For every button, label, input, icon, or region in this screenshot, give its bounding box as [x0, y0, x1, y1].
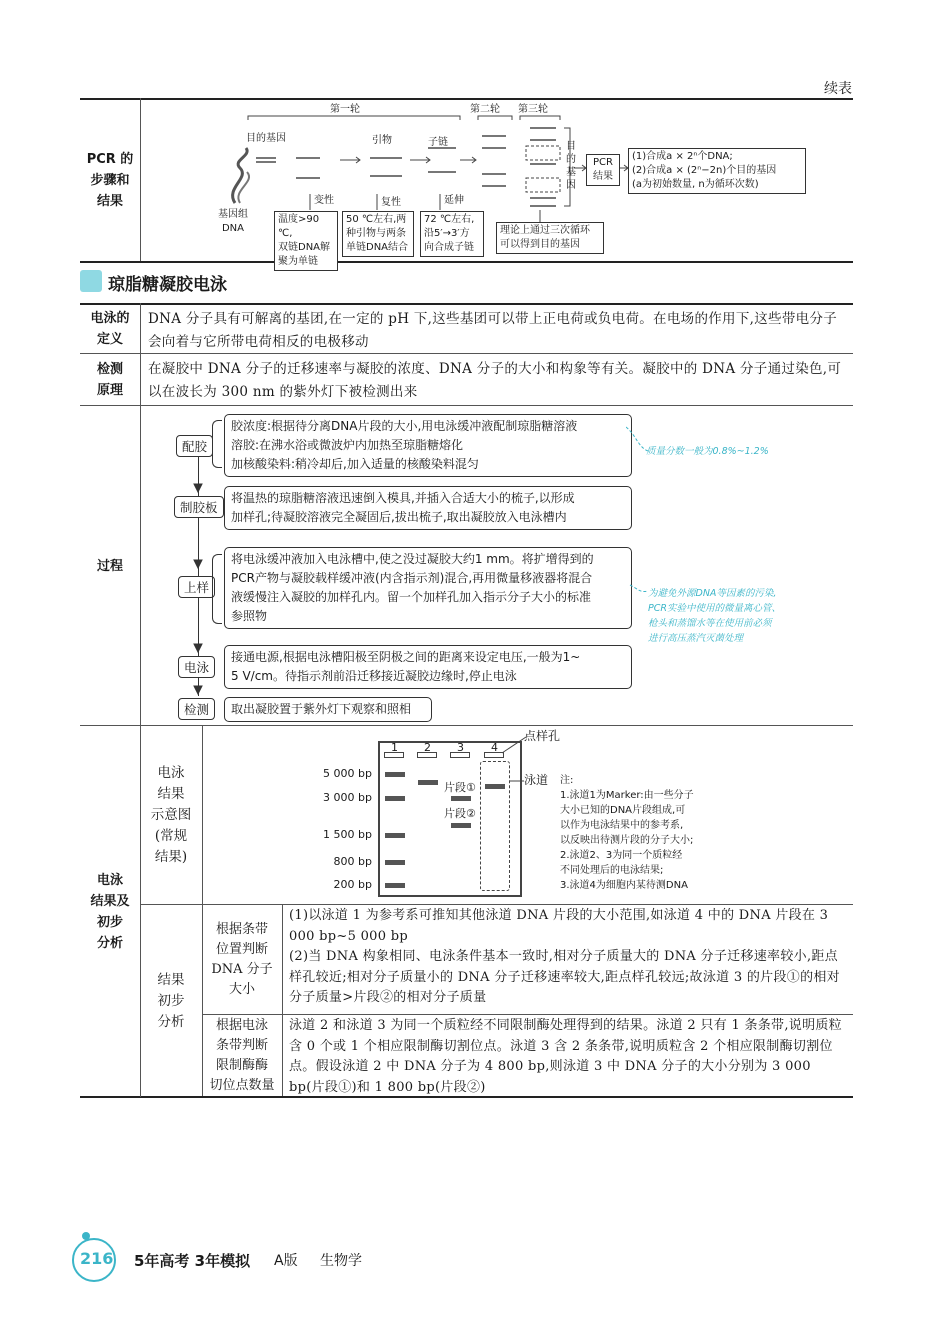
section2-title: 琼脂糖凝胶电泳 [108, 275, 227, 295]
results-sub-divider [140, 904, 853, 905]
marker-1500: 1 500 bp [323, 828, 372, 841]
sub2-label: 根据电泳 条带判断 限制酶酶 切位点数量 [209, 1018, 275, 1093]
band-lane1-200 [385, 883, 405, 888]
marker-5000: 5 000 bp [323, 767, 372, 780]
extend-box: 72 ℃左右, 沿5′→3′方 向合成子链 [420, 211, 484, 257]
analysis-label: 结果 初步 分析 [157, 971, 185, 1030]
anneal-box: 50 ℃左右,两 种引物与两条 单链DNA结合 [342, 211, 414, 257]
band-lane1-1500 [385, 833, 405, 838]
fragment1-label: 片段① [444, 781, 476, 794]
step-dianyong: 电泳 [178, 656, 215, 678]
diagram-label: 电泳 结果 示意图 (常规 结果) [150, 765, 192, 865]
theory-box: 理论上通过三次循环 可以得到目的基因 [496, 222, 604, 254]
marker-800: 800 bp [333, 855, 372, 868]
fragment2-label: 片段② [444, 807, 476, 820]
round1-label: 第一轮 [330, 104, 360, 115]
step-shangyang: 上样 [178, 576, 215, 598]
target-vertical-label: 目 的 基 因 [566, 141, 576, 191]
step-denature-label: 变性 [314, 195, 334, 206]
step-zhijiaoban-box: 将温热的琼脂糖溶液迅速倒入模具,并插入合适大小的梳子,以形成 加样孔;待凝胶溶液完全凝固后,拔出梳子,取出凝胶放入电泳槽内 [224, 486, 632, 530]
pcr-row-label: PCR 的 步骤和 结果 [86, 151, 134, 209]
definition-text: DNA 分子具有可解离的基团,在一定的 pH 下,这些基团可以带上正电荷或负电荷。在电场的作用下,这些带电分子会向着与它所带电荷相反的电极移动 [148, 311, 838, 350]
step-extend-label: 延伸 [444, 195, 464, 206]
row-divider-3 [80, 725, 853, 726]
page-dot [82, 1232, 90, 1240]
analysis-col-divider [282, 904, 283, 1096]
gel-notes: 注: 1.泳道1为Marker:由一些分子 大小已知的DNA片段组成,可 以作为电泳结果中的参考系, 以反映出待测片段的分子大小; 2.泳道2、3为同一个质粒经 不同处理后的电泳结果; 3.泳道4为细胞内某待测DNA [560, 775, 694, 891]
band-lane4 [485, 784, 505, 789]
edition: A版 [274, 1253, 298, 1269]
marker-200: 200 bp [333, 878, 372, 891]
analysis-row-divider [202, 1014, 853, 1015]
band-lane3-frag2 [451, 823, 471, 828]
page-number: 216 [80, 1249, 114, 1268]
note-contamination: 为避免外源DNA等因素的污染, PCR实验中使用的微量离心管、 枪头和蒸馏水等在使用前必须 进行高压蒸汽灭菌处理 [648, 588, 781, 644]
round2-label: 第二轮 [470, 104, 500, 115]
lane-number-1: 1 [391, 741, 398, 754]
process-label: 过程 [96, 558, 123, 574]
note-concentration: 质量分数一般为0.8%~1.2% [646, 446, 769, 457]
step-zhijiaoban: 制胶板 [174, 496, 224, 518]
sub2-text: 泳道 2 和泳道 3 为同一个质粒经不同限制酶处理得到的结果。泳道 2 只有 1 条条带,说明质粒含 0 个或 1 个相应限制酶切割位点。泳道 3 含 2 条条带,说明质粒含 2 个相应限制酶切割位点。假设泳道 2 中 DNA 分子为 4 800 bp,则泳道 3 中 DNA 分子的大小分别为 3 000 bp(片段①)和 1 800 bp(片段②) [289, 1018, 842, 1095]
sample-well-label: 点样孔 [524, 729, 561, 743]
band-lane2 [418, 780, 438, 785]
step-jiance-box: 取出凝胶置于紫外灯下观察和照相 [224, 697, 432, 722]
step-shangyang-box: 将电泳缓冲液加入电泳槽中,使之没过凝胶大约1 mm。将扩增得到的 PCR产物与凝胶载样缓冲液(内含指示剂)混合,再用微量移液器将混合 液缓慢注入凝胶的加样孔内。留一个加样孔加入指示分子大小的标准 参照物 [224, 547, 632, 629]
book-title: 5年高考 3年模拟 [134, 1252, 251, 1270]
step-peijiao-box: 胶浓度:根据待分离DNA片段的大小,用电泳缓冲液配制琼脂糖溶液 溶胶:在沸水浴或微波炉内加热至琼脂糖熔化 加核酸染料:稍冷却后,加入适量的核酸染料混匀 [224, 414, 632, 477]
denature-box: 温度>90 ℃, 双链DNA解 聚为单链 [274, 211, 338, 271]
lane-label: 泳道 [524, 773, 549, 787]
continued-label: 续表 [824, 81, 852, 97]
lane-pointer [508, 777, 528, 787]
result-text-box: (1)合成a × 2ⁿ个DNA; (2)合成a × (2ⁿ−2n)个目的基因 (a为初始数量, n为循环次数) [628, 148, 806, 194]
result-box: PCR 结果 [586, 154, 620, 186]
step-jiance: 检测 [178, 698, 215, 720]
subject: 生物学 [320, 1253, 362, 1269]
sub1-label: 根据条带 位置判断 DNA 分子 大小 [211, 922, 273, 997]
band-lane1-3000 [385, 796, 405, 801]
gel-diagram [204, 727, 852, 903]
target-gene-label: 目的基因 [246, 133, 286, 144]
table-bottom-border [80, 261, 853, 263]
main-table-top [80, 303, 853, 305]
bracket-shangyang [212, 554, 222, 624]
round3-label: 第三轮 [518, 104, 548, 115]
row-divider-2 [80, 405, 853, 406]
pcr-diagram [140, 98, 853, 267]
section2-badge [80, 270, 102, 292]
step-peijiao: 配胶 [176, 435, 213, 457]
bracket-peijiao [212, 420, 222, 468]
band-lane3-frag1 [451, 796, 471, 801]
band-lane1-5000 [385, 772, 405, 777]
step-dianyong-box: 接通电源,根据电泳槽阳极至阴极之间的距离来设定电压,一般为1~ 5 V/cm。待指示剂前沿迁移接近凝胶边缘时,停止电泳 [224, 645, 632, 689]
step-anneal-label: 复性 [381, 197, 401, 208]
marker-3000: 3 000 bp [323, 791, 372, 804]
primer-label: 引物 [372, 135, 392, 146]
lane-number-3: 3 [457, 741, 464, 754]
lane4-dashed [480, 761, 510, 891]
principle-text: 在凝胶中 DNA 分子的迁移速率与凝胶的浓度、DNA 分子的大小和构象等有关。凝胶中的 DNA 分子通过染色,可以在波长为 300 nm 的紫外灯下被检测出来 [148, 361, 842, 400]
sub1-text: (1)以泳道 1 为参考系可推知其他泳道 DNA 片段的大小范围,如泳道 4 中的 DNA 片段在 3 000 bp~5 000 bp (2)当 DNA 构象相同、电泳条件基本一致时,相对分子质量大的 DNA 分子迁移速率较小,距点样孔较近;相对分子质量小的 DNA 分子迁移速率较大,距点样孔较远;故泳道 3 的片段①的相对分子质量>片段②的相对分子质量 [289, 908, 840, 1005]
genome-label: 基因组 DNA [218, 209, 248, 234]
daughter-label: 子链 [428, 137, 448, 148]
lane-number-4: 4 [491, 741, 498, 754]
lane-number-2: 2 [424, 741, 431, 754]
band-lane1-800 [385, 860, 405, 865]
definition-label: 电泳的 定义 [90, 311, 130, 347]
results-label: 电泳 结果及 初步 分析 [90, 872, 130, 951]
sample-well-pointer [498, 735, 538, 755]
principle-label: 检测 原理 [96, 362, 123, 398]
